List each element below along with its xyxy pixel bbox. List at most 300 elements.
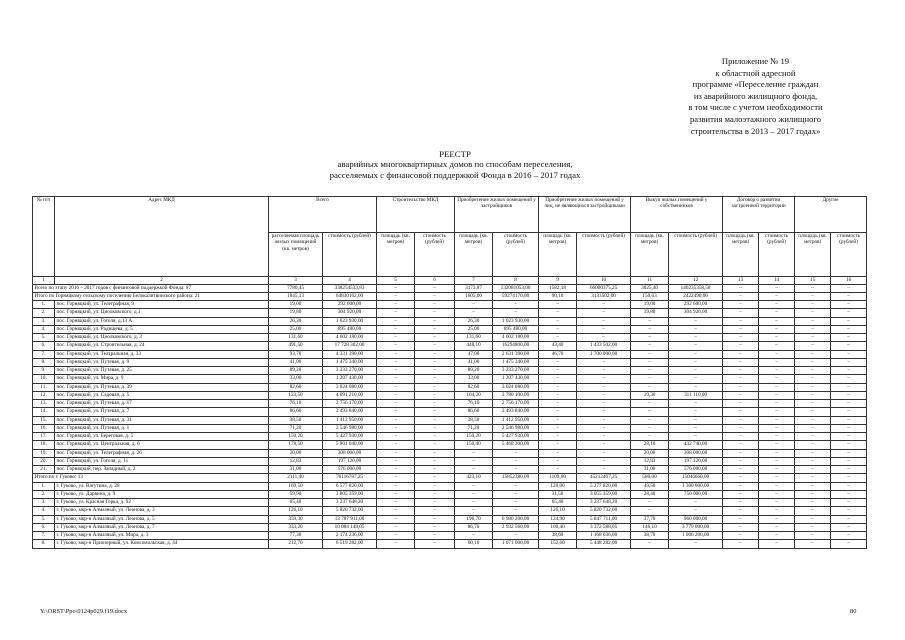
table-cell: –	[415, 466, 455, 474]
summary-row	[33, 284, 867, 292]
address-cell: пос. Горняцкий, ул. Радищева, д. 5	[55, 325, 269, 333]
table-cell: 60,10	[455, 540, 493, 548]
table-cell: –	[759, 507, 795, 515]
table-cell: –	[539, 466, 577, 474]
table-cell: –	[759, 383, 795, 391]
table-cell: –	[831, 309, 867, 317]
table-cell: –	[415, 482, 455, 490]
table-cell: 12,83	[269, 457, 323, 465]
header-contract: Договор о развитии застроенной территории	[723, 197, 795, 233]
table-cell: 2422490,00	[669, 292, 723, 300]
address-cell: пос. Горняцкий, ул. Центральная, д. 6	[55, 441, 269, 449]
table-cell: 491,50	[269, 342, 323, 350]
table-cell: 19,00	[269, 301, 323, 309]
table-cell: –	[795, 474, 831, 482]
table-cell: –	[415, 540, 455, 548]
table-cell: –	[415, 523, 455, 531]
table-cell: 16294800,00	[493, 342, 539, 350]
table-cell: 100,40	[539, 523, 577, 531]
address-cell: пос. Горняцкий, ул. Циолковского, д. 3	[55, 334, 269, 342]
column-number: 9	[539, 277, 577, 285]
table-cell: –	[415, 490, 455, 498]
table-cell: –	[723, 540, 759, 548]
address-cell: пос. Горняцкий, ул. Путевая, д. 31	[55, 416, 269, 424]
table-cell: –	[377, 424, 415, 432]
row-number: 13.	[33, 400, 55, 408]
table-cell: –	[831, 317, 867, 325]
table-cell: –	[577, 416, 631, 424]
table-cell: –	[831, 391, 867, 399]
table-cell: –	[377, 515, 415, 523]
table-cell: 120,00	[539, 482, 577, 490]
address-cell: пос. Горняцкий, ул. Телеграфная, д. 26	[55, 449, 269, 457]
table-cell: 86,60	[269, 408, 323, 416]
table-cell: 2 756 170,00	[493, 400, 539, 408]
table-cell: 66000375,25	[577, 284, 631, 292]
header-construction: Строительство МКД	[377, 197, 455, 233]
row-number: 3.	[33, 317, 55, 325]
table-cell: –	[415, 334, 455, 342]
table-cell: –	[493, 466, 539, 474]
table-cell: –	[539, 383, 577, 391]
subheader-area: площадь (кв. метров)	[795, 233, 831, 277]
table-cell: 2 546 980,00	[493, 424, 539, 432]
table-cell: 17 728 302,00	[323, 342, 377, 350]
table-cell: –	[577, 466, 631, 474]
table-cell: –	[415, 375, 455, 383]
table-cell: –	[795, 441, 831, 449]
table-cell: –	[377, 474, 415, 482]
table-cell: –	[831, 515, 867, 523]
column-number: 14	[759, 277, 795, 285]
table-cell: –	[631, 507, 669, 515]
table-cell: –	[669, 424, 723, 432]
table-row	[33, 391, 867, 399]
table-cell: 31,50	[539, 490, 577, 498]
row-number: 20.	[33, 457, 55, 465]
table-cell: –	[377, 507, 415, 515]
table-cell: 31,00	[631, 466, 669, 474]
table-cell: 2 756 170,00	[323, 400, 377, 408]
table-cell: 1 700 000,00	[577, 350, 631, 358]
title-heading: РЕЕСТР	[439, 149, 471, 159]
table-cell: –	[377, 309, 415, 317]
row-number: 1.	[33, 482, 55, 490]
table-cell: 2 932 560,00	[493, 523, 539, 531]
table-cell: –	[795, 507, 831, 515]
table-cell: 196,70	[455, 515, 493, 523]
table-cell: 38,60	[539, 532, 577, 540]
appendix-line: программе «Переселение граждан	[692, 79, 819, 90]
table-cell: –	[795, 325, 831, 333]
table-row	[33, 334, 867, 342]
table-cell: 333,20	[269, 523, 323, 531]
table-cell: –	[669, 433, 723, 441]
table-cell: –	[795, 499, 831, 507]
table-cell: 1605,00	[455, 292, 493, 300]
table-cell: –	[377, 532, 415, 540]
table-cell: 15046660,00	[669, 474, 723, 482]
table-cell: –	[377, 367, 415, 375]
table-cell: 76116787,25	[323, 474, 377, 482]
address-cell: пос. Горняцкий, ул. Путевая, д. 9	[55, 358, 269, 366]
table-cell: –	[415, 350, 455, 358]
table-cell: 576 000,00	[669, 466, 723, 474]
table-cell: 65,40	[269, 499, 323, 507]
table-cell: –	[723, 532, 759, 540]
table-cell: –	[539, 424, 577, 432]
table-row	[33, 433, 867, 441]
table-cell: –	[759, 515, 795, 523]
table-row	[33, 490, 867, 498]
table-cell: 178,50	[269, 441, 323, 449]
table-cell: –	[795, 416, 831, 424]
table-cell: –	[377, 383, 415, 391]
table-cell: –	[631, 408, 669, 416]
table-cell: –	[377, 391, 415, 399]
table-cell: –	[795, 391, 831, 399]
table-cell: –	[455, 457, 493, 465]
table-cell: 150,20	[269, 433, 323, 441]
row-number: 19.	[33, 449, 55, 457]
table-cell: –	[831, 367, 867, 375]
row-number: 14.	[33, 408, 55, 416]
table-cell: –	[795, 457, 831, 465]
table-cell: –	[669, 342, 723, 350]
table-cell: –	[723, 515, 759, 523]
table-cell: –	[723, 400, 759, 408]
table-row	[33, 523, 867, 531]
table-cell: –	[831, 474, 867, 482]
table-cell: –	[759, 482, 795, 490]
table-row	[33, 325, 867, 333]
table-cell: –	[669, 499, 723, 507]
table-cell: –	[831, 342, 867, 350]
table-cell: –	[795, 482, 831, 490]
table-cell: –	[831, 400, 867, 408]
row-number: 2.	[33, 490, 55, 498]
table-cell: –	[415, 433, 455, 441]
table-cell: –	[759, 309, 795, 317]
summary-label: Всего по этапу 2016 – 2017 годов с финансовой поддержкой Фонда: 87	[33, 284, 269, 292]
summary-row	[33, 292, 867, 300]
table-cell: –	[795, 301, 831, 309]
table-cell: –	[723, 301, 759, 309]
table-cell: 19,30	[631, 391, 669, 399]
table-cell: 3 024 080,00	[323, 383, 377, 391]
table-cell: –	[669, 540, 723, 548]
row-number: 12.	[33, 391, 55, 399]
table-cell: 432 740,00	[669, 441, 723, 449]
column-number-row	[33, 277, 867, 285]
table-cell: –	[759, 367, 795, 375]
table-cell: –	[831, 325, 867, 333]
table-cell: –	[631, 334, 669, 342]
row-number: 18.	[33, 441, 55, 449]
table-cell: –	[669, 358, 723, 366]
table-cell: –	[723, 424, 759, 432]
table-cell: –	[759, 375, 795, 383]
table-cell: –	[377, 441, 415, 449]
table-cell: –	[493, 532, 539, 540]
table-cell: 3 780 100,00	[493, 391, 539, 399]
table-cell: 82,60	[269, 383, 323, 391]
table-cell: 580,00	[631, 474, 669, 482]
table-cell: –	[831, 416, 867, 424]
table-cell: –	[493, 457, 539, 465]
table-cell: –	[831, 375, 867, 383]
table-cell: –	[831, 490, 867, 498]
table-cell: 20,00	[269, 449, 323, 457]
table-cell: –	[377, 416, 415, 424]
table-cell: –	[577, 367, 631, 375]
table-cell: –	[723, 334, 759, 342]
table-cell: –	[415, 400, 455, 408]
address-cell: г. Гуково, ул. Дарвина, д. 9	[55, 490, 269, 498]
table-cell: –	[415, 358, 455, 366]
table-cell: –	[759, 490, 795, 498]
table-cell: 308 000,00	[323, 449, 377, 457]
table-cell: –	[669, 375, 723, 383]
table-cell: 4 091 210,00	[323, 391, 377, 399]
table-cell: –	[759, 416, 795, 424]
table-cell: –	[493, 490, 539, 498]
table-cell: –	[795, 375, 831, 383]
table-cell: 304 920,00	[323, 309, 377, 317]
table-cell: 59,90	[269, 490, 323, 498]
column-number: 2	[55, 277, 269, 285]
table-cell: –	[723, 375, 759, 383]
table-cell: –	[669, 325, 723, 333]
table-row	[33, 367, 867, 375]
table-cell: –	[723, 383, 759, 391]
table-cell: 895 480,00	[323, 325, 377, 333]
table-cell: 2 546 980,00	[323, 424, 377, 432]
table-cell: 5 427 930,00	[493, 433, 539, 441]
table-cell: –	[377, 482, 415, 490]
table-cell: –	[631, 317, 669, 325]
column-number: 12	[669, 277, 723, 285]
table-cell: –	[493, 449, 539, 457]
table-cell: –	[415, 532, 455, 540]
subheader-cost: стоимость (рублей)	[493, 233, 539, 277]
table-cell: –	[577, 441, 631, 449]
table-cell: –	[795, 433, 831, 441]
table-cell: –	[377, 358, 415, 366]
table-row	[33, 375, 867, 383]
table-cell: 4 331 390,00	[323, 350, 377, 358]
table-cell: –	[539, 367, 577, 375]
address-cell: пос. Горняцкий, ул. Гоголя, д. 11	[55, 457, 269, 465]
column-number: 1	[33, 277, 55, 285]
table-cell: –	[415, 325, 455, 333]
table-cell: –	[577, 334, 631, 342]
table-cell: –	[831, 441, 867, 449]
table-cell: 26,30	[269, 317, 323, 325]
address-cell: пос. Горняцкий, ул. Телеграфная, 9	[55, 301, 269, 309]
table-cell: 3 055 359,00	[577, 490, 631, 498]
table-cell: –	[631, 383, 669, 391]
header-other: Другие	[795, 197, 867, 233]
address-cell: пос. Горняцкий, ул. Мира, д. 9	[55, 375, 269, 383]
header-acquisition-developers: Приобретение жилых помещений у застройщиков	[455, 197, 539, 233]
table-row	[33, 457, 867, 465]
address-cell: пос. Горняцкий, ул. Строительная, д. 24	[55, 342, 269, 350]
table-cell: 304 920,00	[669, 309, 723, 317]
table-cell: 3 237 648,20	[577, 499, 631, 507]
table-cell: 1 006 200,00	[669, 532, 723, 540]
table-row	[33, 449, 867, 457]
table-cell: –	[759, 457, 795, 465]
table-cell: –	[723, 358, 759, 366]
table-cell: –	[759, 441, 795, 449]
row-number: 3.	[33, 499, 55, 507]
table-cell: –	[723, 449, 759, 457]
table-cell: –	[577, 457, 631, 465]
row-number: 16.	[33, 424, 55, 432]
address-cell: пос. Горняцкий, ул. Театральная, д. 33	[55, 350, 269, 358]
table-cell: –	[831, 449, 867, 457]
table-cell: –	[831, 499, 867, 507]
table-cell: 1 023 930,00	[493, 317, 539, 325]
table-cell: 25,00	[269, 325, 323, 333]
table-cell: –	[723, 499, 759, 507]
address-cell: г. Гуково, мкр-н Алмазный, ул. Леонова, д. 5	[55, 515, 269, 523]
table-cell: –	[377, 301, 415, 309]
table-cell: 13 787 911,00	[323, 515, 377, 523]
table-cell: 359,30	[269, 515, 323, 523]
table-cell: –	[759, 350, 795, 358]
table-cell: –	[795, 424, 831, 432]
table-cell: –	[493, 499, 539, 507]
table-cell: –	[631, 416, 669, 424]
table-cell: –	[377, 499, 415, 507]
table-cell: –	[415, 284, 455, 292]
table-cell: –	[415, 383, 455, 391]
column-number: 16	[831, 277, 867, 285]
table-row	[33, 309, 867, 317]
address-cell: г. Гуково, мкр-н Алмазный, ул. Леонова, д. 7	[55, 523, 269, 531]
table-cell: –	[377, 523, 415, 531]
table-cell: –	[539, 449, 577, 457]
table-cell: –	[723, 474, 759, 482]
table-cell: 65,40	[539, 499, 577, 507]
header-address: Адрес МКД	[55, 197, 269, 277]
table-cell: –	[631, 540, 669, 548]
row-number: 5.	[33, 515, 55, 523]
table-cell: –	[795, 532, 831, 540]
subheader-cost: стоимость (рублей)	[669, 233, 723, 277]
row-number: 21.	[33, 466, 55, 474]
table-cell: –	[669, 317, 723, 325]
table-cell: –	[415, 424, 455, 432]
table-cell: 10 084 148,05	[323, 523, 377, 531]
table-cell: –	[759, 532, 795, 540]
table-cell: 59274170,00	[493, 292, 539, 300]
address-cell: пос. Горняцкий, ул. Путевая, д. 39	[55, 383, 269, 391]
table-cell: –	[831, 433, 867, 441]
table-cell: –	[455, 482, 493, 490]
address-cell: пос. Горняцкий, ул. Путевая, д. 7	[55, 408, 269, 416]
table-cell: 2111,40	[269, 474, 323, 482]
table-cell: 5 820 732,00	[577, 507, 631, 515]
row-number: 7.	[33, 350, 55, 358]
table-row	[33, 482, 867, 490]
table-cell: –	[723, 309, 759, 317]
row-number: 1.	[33, 301, 55, 309]
table-cell: 5 820 732,00	[323, 507, 377, 515]
table-row	[33, 540, 867, 548]
table-cell: –	[795, 367, 831, 375]
table-cell: 338254533,83	[323, 284, 377, 292]
address-cell: г. Гуково, мкр-н Алмазный, ул. Мира, д. 3	[55, 532, 269, 540]
column-number: 8	[493, 277, 539, 285]
table-cell: –	[759, 474, 795, 482]
table-cell: –	[831, 301, 867, 309]
table-cell: –	[415, 391, 455, 399]
table-cell: –	[377, 342, 415, 350]
address-cell: пос. Горняцкий, ул. Путевая, д. 25	[55, 367, 269, 375]
row-number: 4.	[33, 507, 55, 515]
column-number: 3	[269, 277, 323, 285]
table-cell: –	[723, 350, 759, 358]
table-cell: 19,00	[631, 301, 669, 309]
table-cell: 132081053,00	[493, 284, 539, 292]
table-cell: –	[415, 441, 455, 449]
table-cell: 308 000,00	[669, 449, 723, 457]
table-cell: –	[723, 523, 759, 531]
table-cell: –	[759, 540, 795, 548]
table-cell: –	[759, 466, 795, 474]
table-cell: 126,10	[539, 507, 577, 515]
table-cell: –	[795, 284, 831, 292]
table-cell: –	[631, 358, 669, 366]
table-cell: –	[759, 284, 795, 292]
table-cell: –	[795, 383, 831, 391]
table-cell: –	[795, 400, 831, 408]
table-cell: –	[377, 408, 415, 416]
table-cell: 3133502,00	[577, 292, 631, 300]
table-cell: –	[831, 523, 867, 531]
subheader-area: площадь (кв. метров)	[377, 233, 415, 277]
table-cell: 126,10	[269, 507, 323, 515]
table-cell: –	[669, 367, 723, 375]
table-cell: –	[795, 490, 831, 498]
column-number: 13	[723, 277, 759, 285]
table-cell: –	[377, 490, 415, 498]
page-number: 80	[850, 608, 857, 615]
table-cell: –	[577, 358, 631, 366]
table-cell: 1109,60	[539, 474, 577, 482]
table-cell: –	[455, 490, 493, 498]
table-cell: –	[631, 367, 669, 375]
table-cell: –	[631, 499, 669, 507]
table-cell: 3 493 840,00	[323, 408, 377, 416]
table-cell: –	[539, 375, 577, 383]
table-cell: –	[759, 317, 795, 325]
row-number: 4.	[33, 325, 55, 333]
table-cell: –	[669, 383, 723, 391]
table-cell: –	[831, 358, 867, 366]
row-number: 10.	[33, 375, 55, 383]
table-cell: –	[415, 449, 455, 457]
table-cell: –	[795, 358, 831, 366]
table-cell: 1845,13	[269, 292, 323, 300]
table-cell: –	[723, 416, 759, 424]
table-cell: –	[831, 284, 867, 292]
table-cell: –	[759, 334, 795, 342]
subheader-area: площадь (кв. метров)	[631, 233, 669, 277]
